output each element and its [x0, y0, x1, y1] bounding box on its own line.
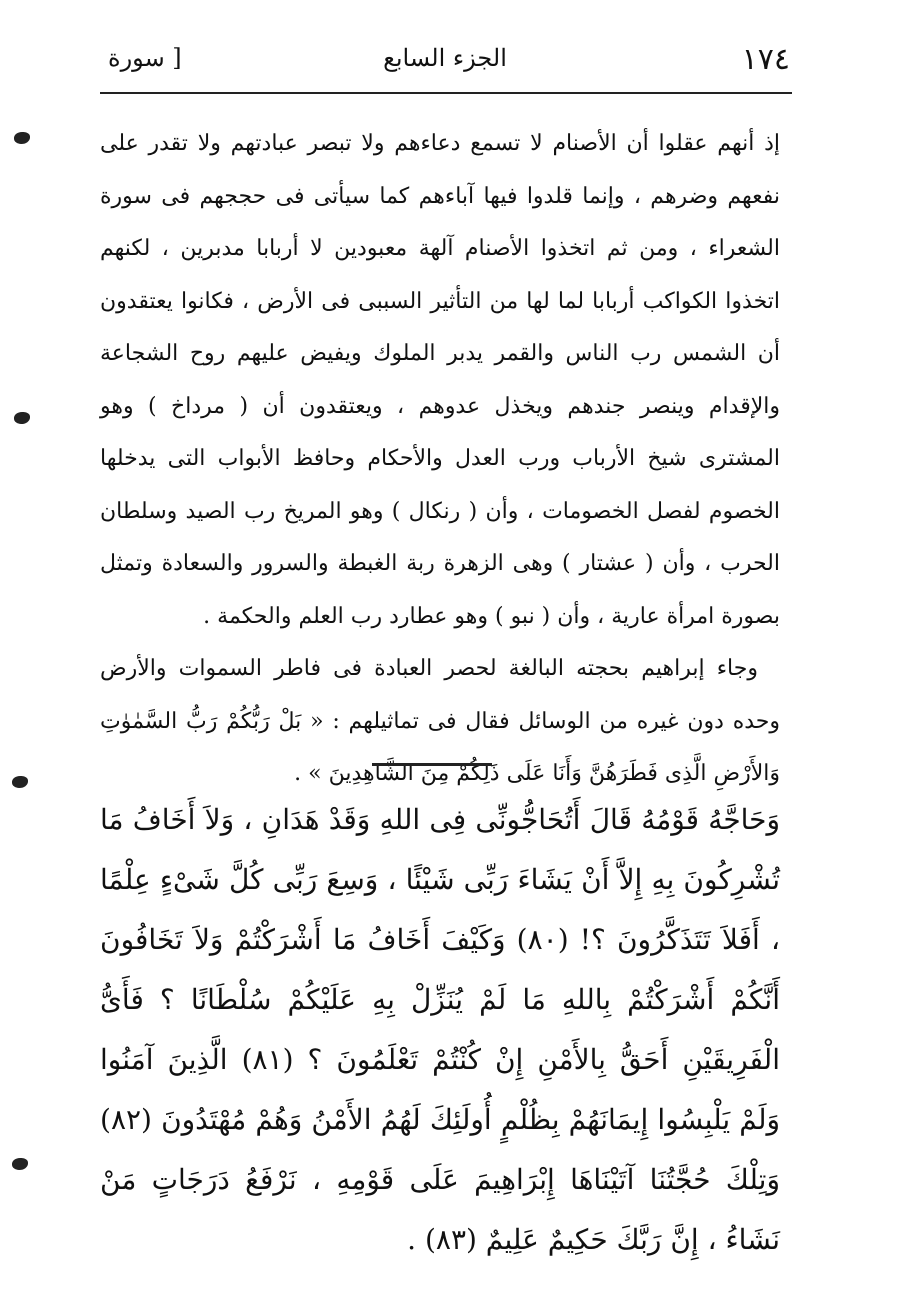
quran-verses: وَحَاجَّهُ قَوْمُهُ قَالَ أَتُحَاجُّونِّى فِى اللهِ وَقَدْ هَدَانِ ، وَلاَ أَخَافُ مَا تُشْرِكُونَ بِهِ إِلاَّ أَنْ يَشَاءَ رَبِّى شَيْئًا ، وَسِعَ رَبِّى كُلَّ شَىْءٍ عِلْمًا ، أَفَلاَ تَتَذَكَّرُونَ ؟! (٨٠) وَكَيْفَ أَخَافُ مَا أَشْرَكْتُمْ وَلاَ تَخَافُونَ أَنَّكُمْ أَشْرَكْتُمْ بِاللهِ مَا لَمْ يُنَزِّلْ بِهِ عَلَيْكُمْ سُلْطَانًا ؟ فَأَىُّ الْفَرِيقَيْنِ أَحَقُّ بِالأَمْنِ إِنْ كُنْتُمْ تَعْلَمُونَ ؟ (٨١) الَّذِينَ آمَنُوا وَلَمْ يَلْبِسُوا إِيمَانَهُمْ بِظُلْمٍ أُولَئِكَ لَهُمُ الأَمْنُ وَهُمْ مُهْتَدُونَ (٨٢) وَتِلْكَ حُجَّتُنَا آتَيْنَاهَا إِبْرَاهِيمَ عَلَى قَوْمِهِ ، نَرْفَعُ دَرَجَاتٍ مَنْ نَشَاءُ ، إِنَّ رَبَّكَ حَكِيمٌ عَلِيمٌ (٨٣) .	[100, 803, 780, 1256]
margin-ink-mark	[14, 132, 30, 144]
margin-ink-mark	[12, 776, 28, 788]
quran-verses-section	[100, 790, 780, 1270]
commentary-section	[100, 118, 780, 801]
margin-ink-mark	[12, 1158, 28, 1170]
running-title: الجزء السابع	[383, 44, 507, 72]
surah-label: [ سورة	[108, 44, 182, 72]
commentary-paragraph: وجاء إبراهيم بحجته البالغة لحصر العبادة فى فاطر السموات والأرض وحده دون غيره من الوسائل فقال فى تماثيلهم : « بَلْ رَبُّكُمْ رَبُّ السَّمٰوٰتِ وَالأَرْضِ الَّذِى فَطَرَهُنَّ وَأَنَا عَلَى ذَلِكُمْ مِنَ الشَّاهِدِينَ » .	[100, 656, 780, 786]
page-header	[100, 38, 790, 98]
commentary-paragraph: إذ أنهم عقلوا أن الأصنام لا تسمع دعاءهم ولا تبصر عبادتهم ولا تقدر على نفعهم وضرهم ، وإنما قلدوا فيها آباءهم كما سيأتى فى حججهم فى سورة الشعراء ، ومن ثم اتخذوا الأصنام آلهة معبودين لا أربابا مدبرين ، لكنهم اتخذوا الكواكب أربابا لما لها من التأثير السببى فى الأرض ، فكانوا يعتقدون أن الشمس رب الناس والقمر يدبر الملوك ويفيض عليهم روح الشجاعة والإقدام وينصر جندهم ويخذل عدوهم ، ويعتقدون أن ( مرداخ ) وهو المشترى شيخ الأرباب ورب العدل والأحكام وحافظ الأبواب التى يدخلها الخصوم لفصل الخصومات ، وأن ( رنكال ) وهو المريخ رب الصيد وسلطان الحرب ، وأن ( عشتار ) وهى الزهرة ربة الغبطة والسرور والسعادة وتمثل بصورة امرأة عارية ، وأن ( نبو ) وهو عطارد رب العلم والحكمة .	[100, 131, 780, 629]
margin-ink-mark	[14, 412, 30, 424]
section-separator	[372, 763, 492, 766]
page-number: ١٧٤	[741, 42, 790, 77]
header-divider	[100, 92, 792, 94]
